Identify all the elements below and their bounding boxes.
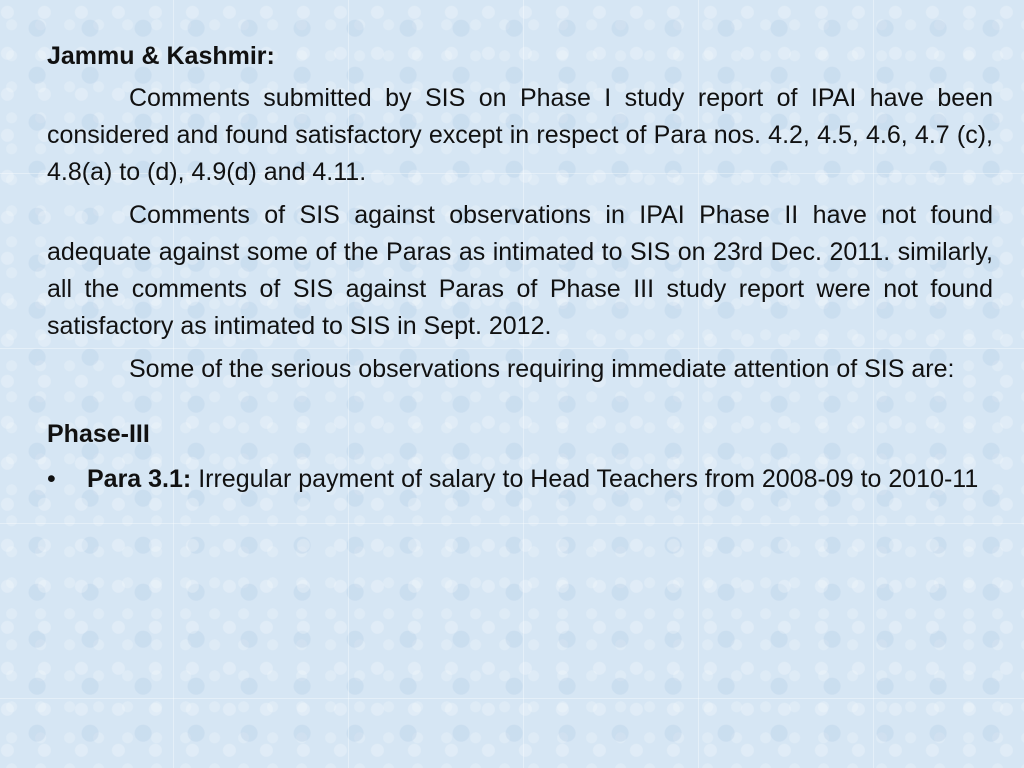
paragraph-phase-two-three-comments: Comments of SIS against observations in IPAI Phase II have not found adequate against some of the Paras as intimated to SIS on 23rd Dec. 2011. similarly, all the comments of SIS against Paras of Phase III study report were not found satisfactory as intimated to SIS in Sept. 2012. bbox=[47, 201, 993, 340]
bullet-description: Irregular payment of salary to Head Teachers from 2008-09 to 2010-11 bbox=[191, 465, 979, 493]
slide-content bbox=[47, 38, 993, 498]
paragraph-phase-one-comments: Comments submitted by SIS on Phase I study report of IPAI have been considered and found satisfactory except in respect of Para nos. 4.2, 4.5, 4.6, 4.7 (c), 4.8(a) to (d), 4.9(d) and 4.11. bbox=[47, 84, 993, 186]
bullet-text bbox=[87, 461, 993, 498]
bullet-title: Para 3.1: bbox=[87, 465, 192, 493]
paragraph-serious-observations: Some of the serious observations requiring immediate attention of SIS are: bbox=[129, 355, 955, 383]
section-heading-phase-three: Phase-III bbox=[47, 420, 150, 448]
section-heading-jammu-kashmir: Jammu & Kashmir: bbox=[47, 42, 275, 70]
bullet-item-para-3-1 bbox=[47, 461, 993, 498]
bullet-icon: • bbox=[47, 465, 56, 493]
